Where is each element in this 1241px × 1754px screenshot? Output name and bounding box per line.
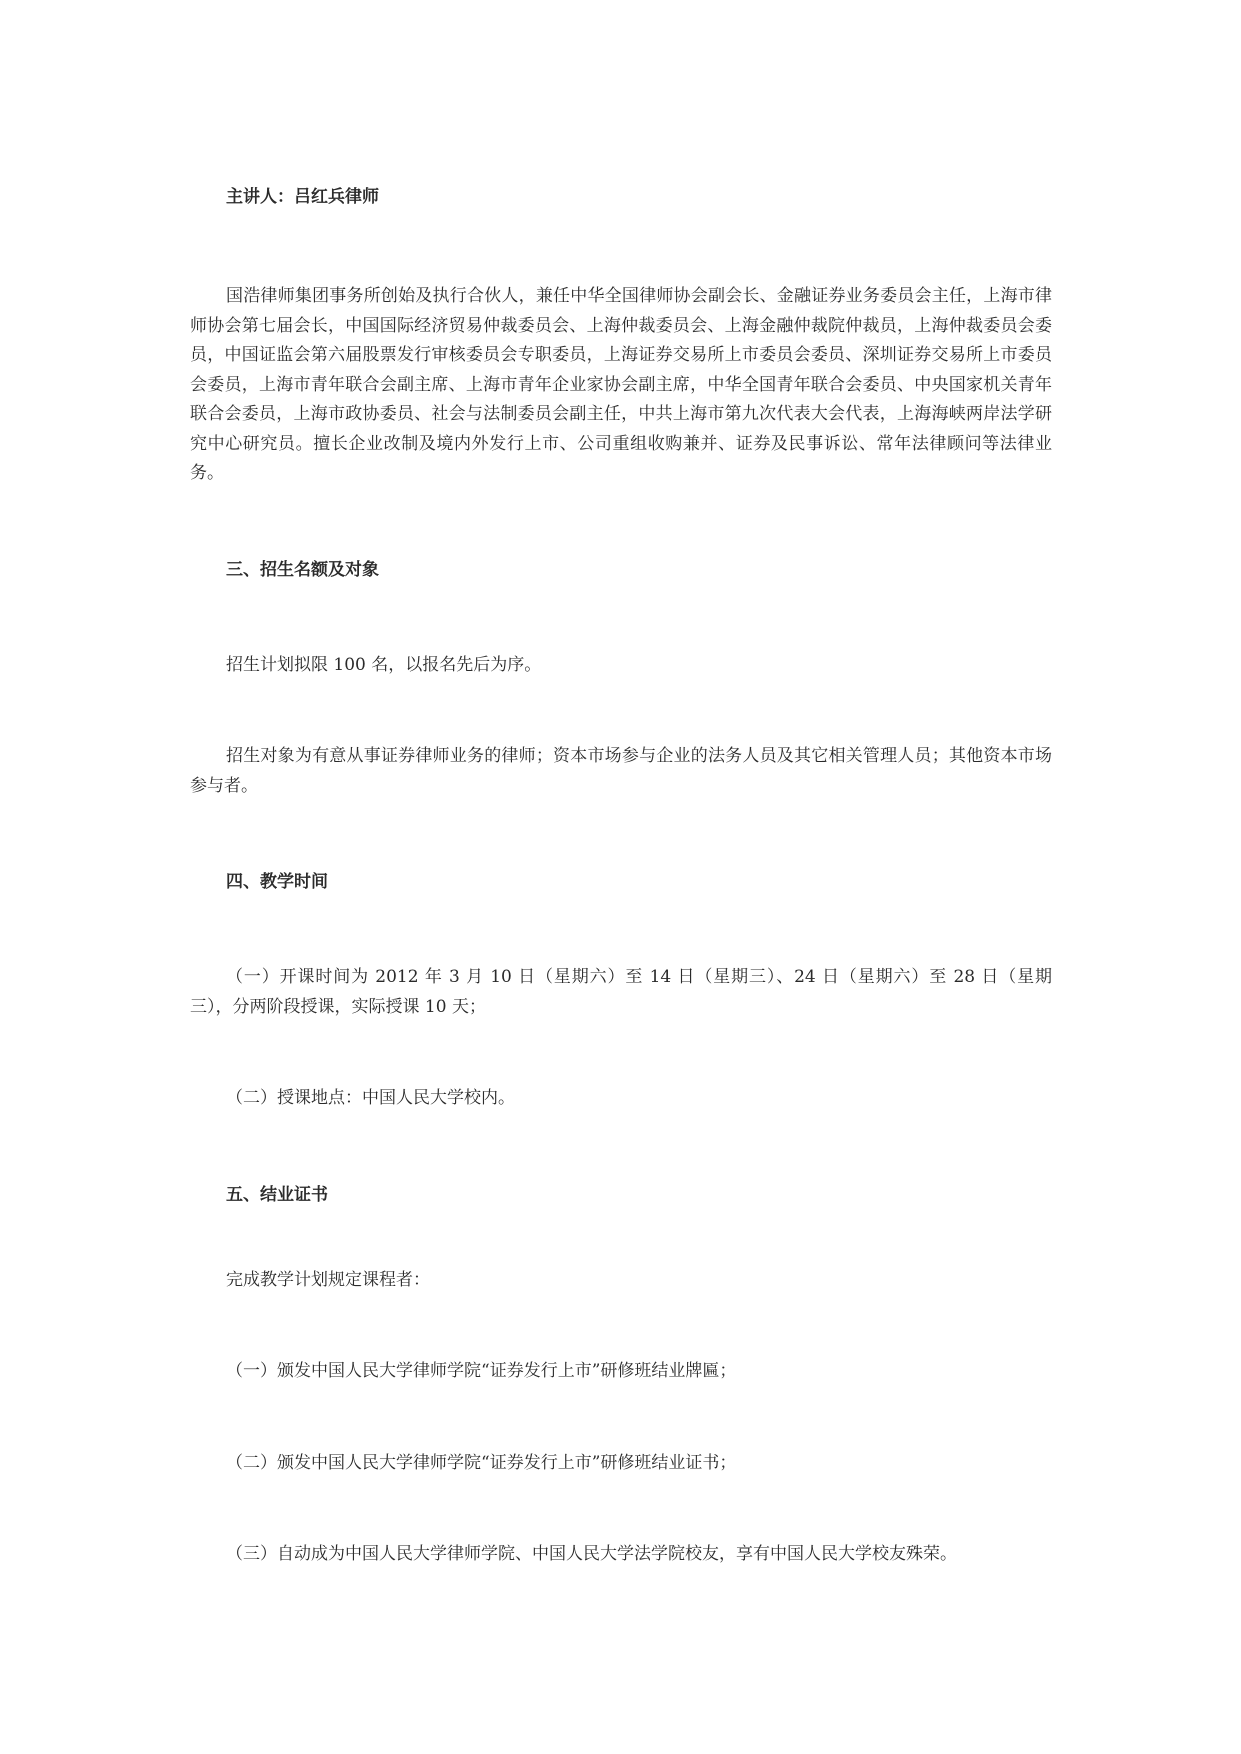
speaker-heading: 主讲人：吕红兵律师 [226, 187, 379, 207]
course-schedule: （一）开课时间为 2012 年 3 月 10 日（星期六）至 14 日（星期三）、24 日（星期六）至 28 日（星期三），分两阶段授课，实际授课 10 天； [190, 967, 1052, 1017]
section-5-heading: 五、结业证书 [226, 1184, 328, 1205]
alumni-status: （三）自动成为中国人民大学律师学院、中国人民大学法学院校友，享有中国人民大学校友殊荣。 [226, 1544, 957, 1564]
completion-certificate: （二）颁发中国人民大学律师学院“证券发行上市”研修班结业证书； [226, 1452, 737, 1473]
completion-plaque: （一）颁发中国人民大学律师学院“证券发行上市”研修班结业牌匾； [226, 1361, 737, 1381]
document-body [190, 178, 1052, 1570]
enrollment-targets: 招生对象为有意从事证券律师业务的律师；资本市场参与企业的法务人员及其它相关管理人员；其他资本市场参与者。 [190, 746, 1052, 796]
enrollment-quota: 招生计划拟限 100 名，以报名先后为序。 [226, 654, 542, 675]
course-location: （二）授课地点：中国人民大学校内。 [226, 1088, 515, 1108]
completion-intro: 完成教学计划规定课程者： [226, 1269, 430, 1290]
section-4-heading: 四、教学时间 [226, 872, 328, 892]
section-3-heading: 三、招生名额及对象 [226, 559, 379, 580]
speaker-bio: 国浩律师集团事务所创始及执行合伙人，兼任中华全国律师协会副会长、金融证券业务委员会主任，上海市律师协会第七届会长，中国国际经济贸易仲裁委员会、上海仲裁委员会、上海金融仲裁院仲裁员，上海仲裁委员会委员，中国证监会第六届股票发行审核委员会专职委员，上海证券交易所上市委员会委员、深圳证券交易所上市委员会委员，上海市青年联合会副主席、上海市青年企业家协会副主席，中华全国青年联合会委员、中央国家机关青年联合会委员，上海市政协委员、社会与法制委员会副主任，中共上海市第九次代表大会代表，上海海峡两岸法学研究中心研究员。擅长企业改制及境内外发行上市、公司重组收购兼并、证券及民事诉讼、常年法律顾问等法律业务。 [190, 286, 1052, 483]
